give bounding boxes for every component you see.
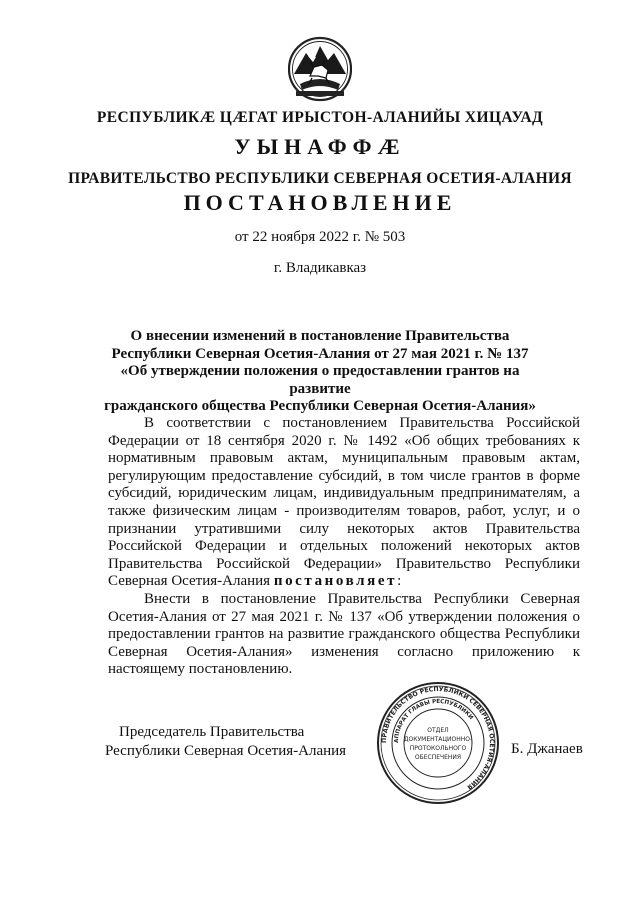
document-title-line: гражданского общества Республики Северная Осетия-Алания» <box>104 398 536 414</box>
document-type-ossetian: УЫНАФФӔ <box>234 134 406 159</box>
signatory-name: Б. Джанаев <box>511 741 583 757</box>
document-title-line: О внесении изменений в постановление Правительства <box>130 328 510 344</box>
header-line-russian: ПРАВИТЕЛЬСТВО РЕСПУБЛИКИ СЕВЕРНАЯ ОСЕТИЯ-АЛАНИЯ <box>68 170 572 187</box>
document-title <box>100 328 540 416</box>
signatory-position-line: Республики Северная Осетия-Алания <box>105 743 347 759</box>
stamp-inner-ring-text: АППАРАТ ГЛАВЫ РЕСПУБЛИКИ <box>393 698 474 744</box>
coat-of-arms-emblem <box>288 34 352 102</box>
signatory-position <box>105 723 346 761</box>
official-stamp <box>375 680 501 806</box>
preamble-colon: : <box>397 573 402 590</box>
stamp-center-line: ДОКУМЕНТАЦИОННО- <box>403 736 473 743</box>
document-date-number: от 22 ноября 2022 г. № 503 <box>234 229 406 245</box>
stamp-outer-ring-text: ПРАВИТЕЛЬСТВО РЕСПУБЛИКИ СЕВЕРНАЯ ОСЕТИЯ-АЛАНИЯ <box>380 685 496 791</box>
document-city: г. Владикавказ <box>273 260 367 276</box>
stamp-center-line: ОБЕСПЕЧЕНИЯ <box>414 754 462 761</box>
body-paragraph-preamble <box>108 415 580 591</box>
document-body <box>108 415 580 679</box>
document-type-russian: ПОСТАНОВЛЕНИЕ <box>183 190 457 215</box>
stamp-center-line: ПРОТОКОЛЬНОГО <box>409 745 467 752</box>
resolution-keyword: постановляет <box>273 573 398 590</box>
preamble-text: В соответствии с постановлением Правительства Российской Федерации от 18 сентября 2020 г. № 1492 «Об общих требованиях к нормативным правовым актам, муниципальным правовым актам, регулирующим предоставление субсидий, в том числе грантов в форме субсидий, юридическим лицам, индивидуальным предпринимателям, а также физическим лицам - производителям товаров, работ, услуг, и о признании утратившими силу некоторых актов Правительства Российской Федерации и отдельных положений некоторых актов Правительства Российской Федерации» Правительство Республики Северная Осетия-Алания <box>108 415 580 590</box>
header-line-ossetian: РЕСПУБЛИКӔ ЦӔГАТ ИРЫСТОН-АЛАНИЙЫ ХИЦАУАД <box>96 109 544 126</box>
document-title-line: Республики Северная Осетия-Алания от 27 мая 2021 г. № 137 <box>111 345 529 362</box>
document-title-line: «Об утверждении положения о предоставлении грантов на развитие <box>120 363 520 397</box>
body-paragraph-resolution: Внести в постановление Правительства Республики Северная Осетия-Алания от 27 мая 2021 г. № 137 «Об утверждении положения о предоставлении грантов на развитие гражданского общества Республики Северная Осетия-Алания» изменения согласно приложению к настоящему постановлению. <box>108 590 580 678</box>
signatory-position-line: Председатель Правительства <box>119 724 305 740</box>
stamp-center-line: ОТДЕЛ <box>427 727 449 734</box>
